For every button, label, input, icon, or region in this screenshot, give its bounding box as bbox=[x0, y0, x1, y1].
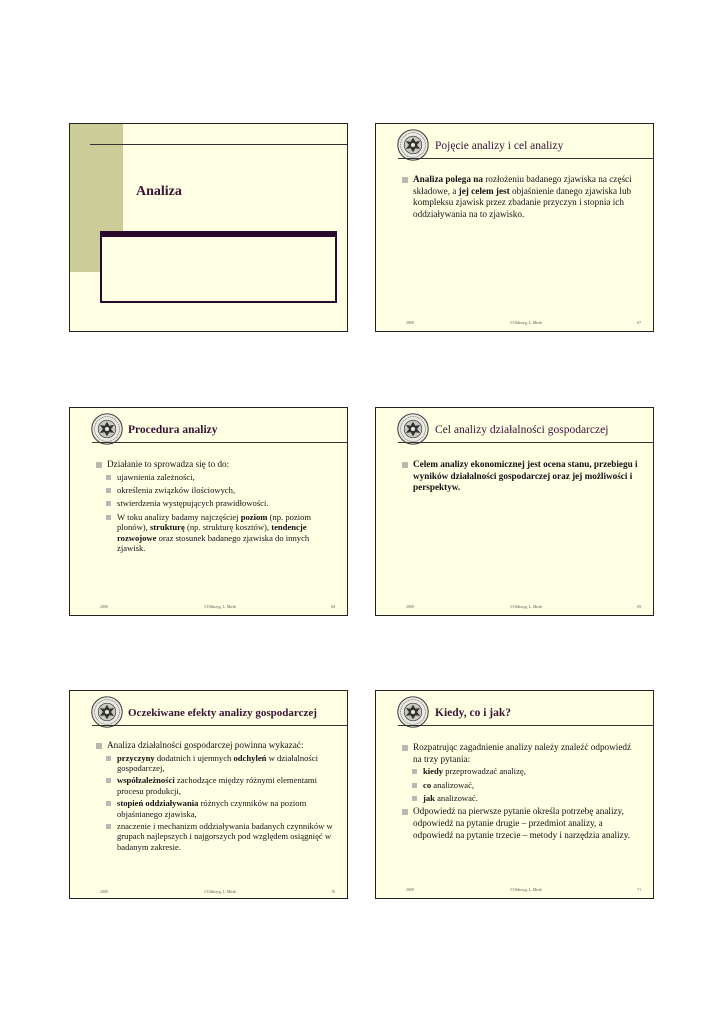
slide-content bbox=[402, 742, 642, 842]
slide-heading: Cel analizy działalności gospodarczej bbox=[435, 424, 609, 436]
sub-bullet-item: co analizować, bbox=[402, 780, 642, 790]
slide-content bbox=[402, 174, 642, 221]
sub-bullet-item: współzależności zachodzące między różnymi elementami procesu produkcji, bbox=[96, 775, 336, 796]
slide-concept: Pojęcie analizy i cel analizy Analiza polega na rozłożeniu badanego zjawiska na części składowe, a jej celem jest objaśnienie danego zjawiska lub kompleksu zjawisk przez zbadanie przyczyn i stopnia ich oddziaływania na to zjawisko. 2008 ©Oliňczyg, L. Mirek 67 bbox=[375, 123, 654, 332]
slide-goal: Cel analizy działalności gospodarczej Celem analizy ekonomicznej jest ocena stanu, przebiegu i wyników działalności gospodarczej oraz jej możliwości i perspektyw. 2008 ©Oliňczyg, L. Mirek 69 bbox=[375, 407, 654, 616]
slide-content bbox=[96, 740, 336, 854]
sub-bullet-item: określenia związków ilościowych, bbox=[96, 485, 336, 495]
slide-expected-effects: Oczekiwane efekty analizy gospodarczej Analiza działalności gospodarczej powinna wykazać: przyczyny dodatnich i ujemnych odchyleń w działalności gospodarczej, współzależności zachodzące między różnymi elementami procesu produkcji, stopień oddziaływania różnych czynników na poziom objaśnianego zjawiska, znaczenie i mechanizm oddziaływania badanych czynników w grupach najlepszych i najgorszych pod względem osiągnięć w badanym zakresie. 2008 ©Oliňczyg, L. Mirek 70 bbox=[69, 690, 348, 899]
slide-heading: Pojęcie analizy i cel analizy bbox=[435, 140, 564, 152]
sub-bullet-item: jak analizować. bbox=[402, 793, 642, 803]
slide-when-what-how: Kiedy, co i jak? Rozpatrując zagadnienie analizy należy znaleźć odpowiedź na trzy pytania: kiedy przeprowadzać analizę, co analizować, jak analizować. Odpowiedź na pierwsze pytanie określa potrzebę analizy, odpowiedź na pytanie drugie – przedmiot analizy, a odpowiedź na pytanie trzecie – metody i narzędzia analizy. 2008 ©Oliňczyg, L. Mirek 71 bbox=[375, 690, 654, 899]
bullet-item: Analiza działalności gospodarczej powinna wykazać: bbox=[96, 740, 336, 752]
sub-bullet-item: ujawnienia zależności, bbox=[96, 472, 336, 482]
university-seal-icon bbox=[397, 413, 429, 445]
bullet-item: Odpowiedź na pierwsze pytanie określa potrzebę analizy, odpowiedź na pytanie drugie – przedmiot analizy, a odpowiedź na pytanie trzecie – metody i narzędzia analizy. bbox=[402, 806, 642, 841]
slide-title bbox=[69, 123, 348, 332]
bullet-item: Analiza polega na rozłożeniu badanego zjawiska na części składowe, a jej celem jest objaśnienie danego zjawiska lub kompleksu zjawisk przez zbadanie przyczyn i stopnia ich oddziaływania na to zjawisko. bbox=[402, 174, 642, 220]
slide-content bbox=[402, 459, 642, 495]
sub-bullet-item: stwierdzenia występujących prawidłowości. bbox=[96, 498, 336, 508]
title-rule bbox=[92, 442, 348, 443]
bullet-item: Działanie to sprowadza się to do: bbox=[96, 459, 336, 471]
title-rule bbox=[398, 442, 654, 443]
university-seal-icon bbox=[397, 696, 429, 728]
slide-heading: Analiza bbox=[136, 184, 182, 199]
sub-bullet-item: stopień oddziaływania różnych czynników na poziom objaśnianego zjawiska, bbox=[96, 798, 336, 819]
sub-bullet-item: przyczyny dodatnich i ujemnych odchyleń w działalności gospodarczej, bbox=[96, 753, 336, 774]
slide-heading: Kiedy, co i jak? bbox=[435, 707, 512, 719]
bullet-item: Celem analizy ekonomicznej jest ocena stanu, przebiegu i wyników działalności gospodarczej oraz jej możliwości i perspektyw. bbox=[402, 459, 642, 494]
sub-bullet-item: kiedy przeprowadzać analizę, bbox=[402, 766, 642, 776]
university-seal-icon bbox=[91, 413, 123, 445]
sub-bullet-item: W toku analizy badamy najczęściej poziom (np. poziom plonów), strukturę (np. strukturę kosztów), tendencje rozwojowe oraz stosunek badanego zjawiska do innych zjawisk. bbox=[96, 512, 336, 554]
title-rule bbox=[398, 725, 654, 726]
slide-heading: Procedura analizy bbox=[128, 424, 218, 436]
university-seal-icon bbox=[397, 129, 429, 161]
slide-content bbox=[96, 459, 336, 556]
title-rule bbox=[398, 158, 654, 159]
title-rule bbox=[92, 725, 348, 726]
subtitle-box bbox=[100, 231, 337, 303]
title-rule bbox=[90, 144, 348, 145]
slide-procedure: Procedura analizy Działanie to sprowadza się to do: ujawnienia zależności, określenia związków ilościowych, stwierdzenia występujących prawidłowości. W toku analizy badamy najczęściej poziom (np. poziom plonów), strukturę (np. strukturę kosztów), tendencje rozwojowe oraz stosunek badanego zjawiska do innych zjawisk. 2008 ©Oliňczyg, L. Mirek 68 bbox=[69, 407, 348, 616]
sub-bullet-item: znaczenie i mechanizm oddziaływania badanych czynników w grupach najlepszych i najgorszych pod względem osiągnięć w badanym zakresie. bbox=[96, 821, 336, 852]
bullet-item: Rozpatrując zagadnienie analizy należy znaleźć odpowiedź na trzy pytania: bbox=[402, 742, 642, 765]
slide-heading: Oczekiwane efekty analizy gospodarczej bbox=[128, 707, 317, 719]
university-seal-icon bbox=[91, 696, 123, 728]
